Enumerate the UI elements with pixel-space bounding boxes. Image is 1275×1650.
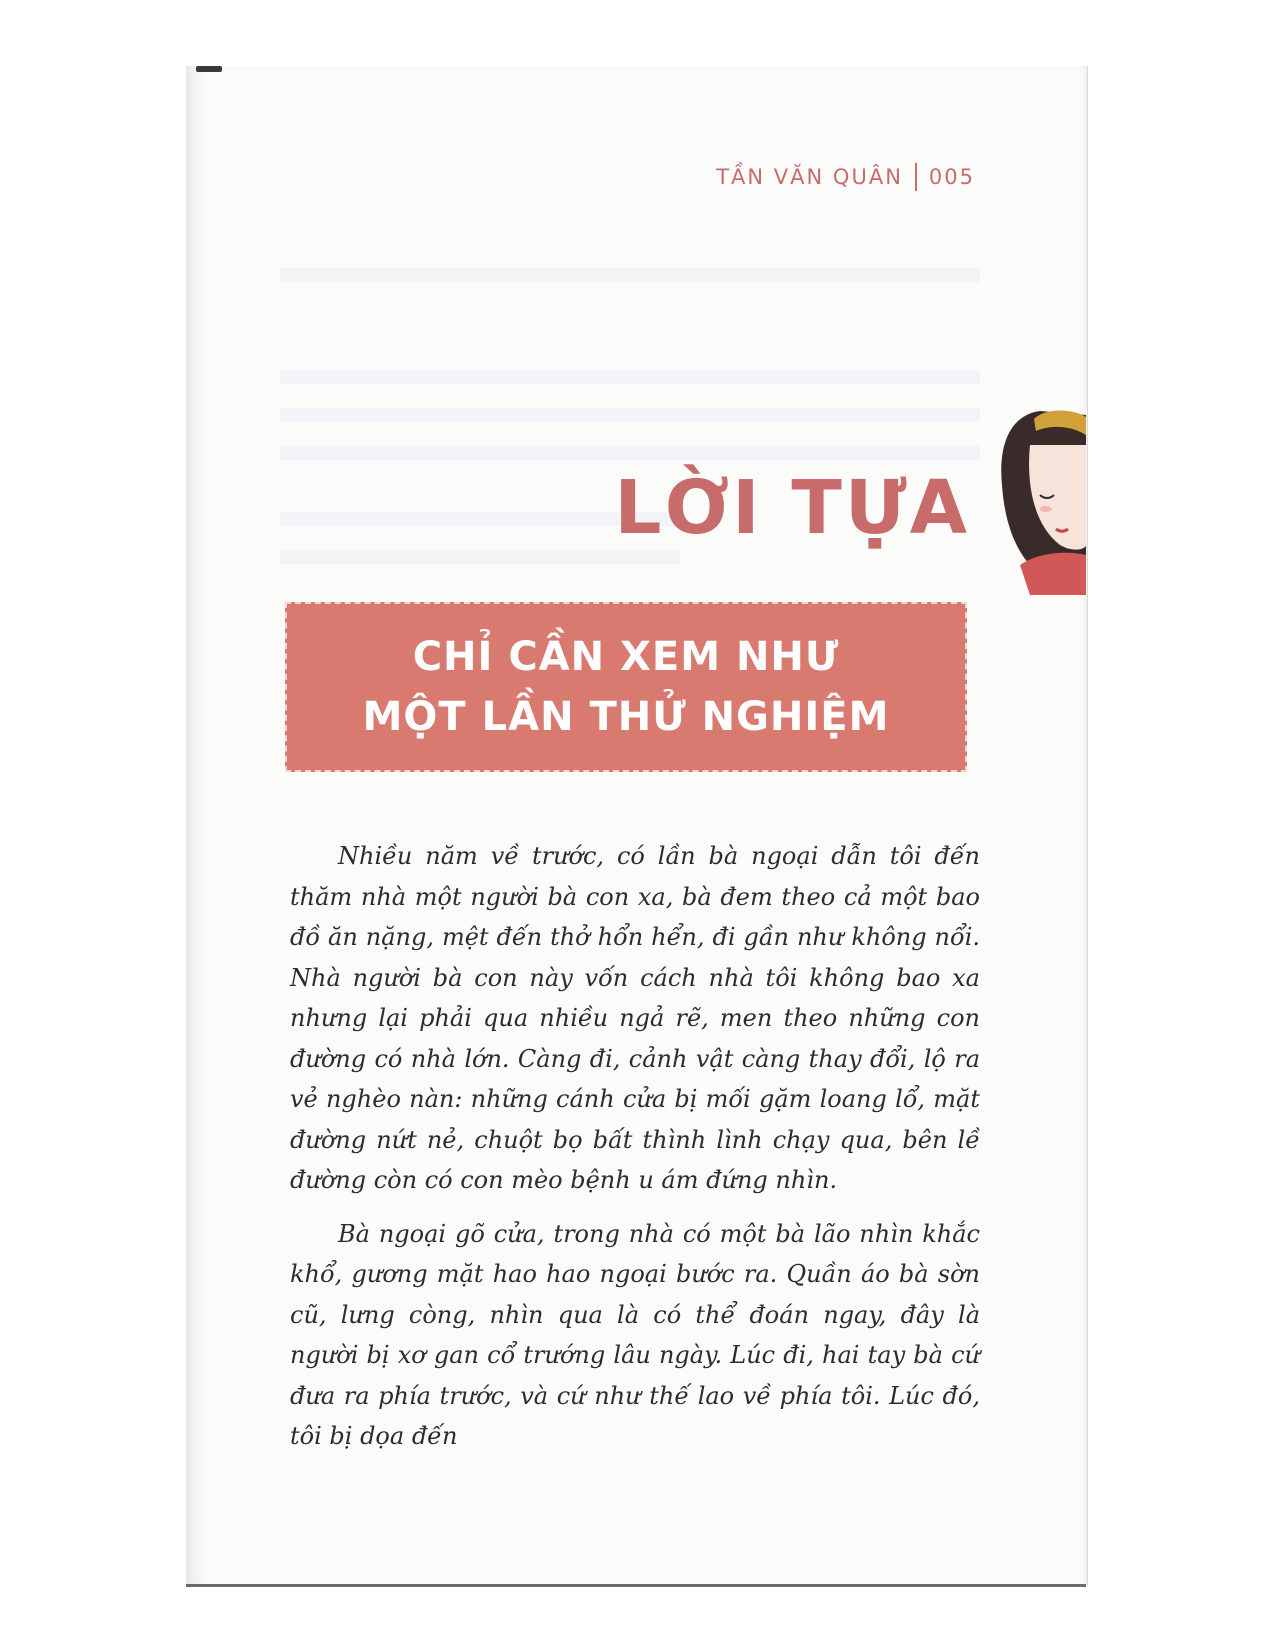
page-bottom-edge: [186, 1584, 1086, 1587]
running-head: [716, 163, 975, 191]
paragraph: Bà ngoại gõ cửa, trong nhà có một bà lão nhìn khắc khổ, gương mặt hao hao ngoại bước ra. Quần áo bà sờn cũ, lưng còng, nhìn qua là có thể đoán ngay, đây là người bị xơ gan cổ trướng lâu ngày. Lúc đi, hai tay bà cứ đưa ra phía trước, và cứ như thế lao về phía tôi. Lúc đó, tôi bị dọa đến: [290, 1219, 980, 1450]
body-text: [290, 836, 980, 1470]
paragraph: Nhiều năm về trước, có lần bà ngoại dẫn tôi đến thăm nhà một người bà con xa, bà đem theo cả một bao đồ ăn nặng, mệt đến thở hổn hển, đi gần như không nổi. Nhà người bà con này vốn cách nhà tôi không bao xa nhưng lại phải qua nhiều ngả rẽ, men theo những con đường có nhà lớn. Càng đi, cảnh vật càng thay đổi, lộ ra vẻ nghèo nàn: những cánh cửa bị mối gặm loang lổ, mặt đường nứt nẻ, chuột bọ bất thình lình chạy qua, bên lề đường còn có con mèo bệnh u ám đứng nhìn.: [290, 842, 980, 1194]
banner-line-2: MỘT LẦN THỬ NGHIỆM: [362, 694, 890, 740]
show-through-line: [280, 550, 680, 564]
show-through-line: [280, 268, 980, 282]
page-number: 005: [928, 165, 975, 189]
chapter-title: LỜI TỰA: [614, 465, 970, 551]
subtitle-banner: [285, 602, 967, 772]
running-head-separator: [915, 163, 917, 191]
show-through-line: [280, 408, 980, 422]
banner-line-1: CHỈ CẦN XEM NHƯ: [412, 634, 840, 680]
corner-mark: [196, 66, 222, 72]
girl-portrait-illustration: [990, 405, 1086, 595]
author-name: TẦN VĂN QUÂN: [716, 165, 903, 189]
show-through-line: [280, 446, 980, 460]
show-through-line: [280, 370, 980, 384]
